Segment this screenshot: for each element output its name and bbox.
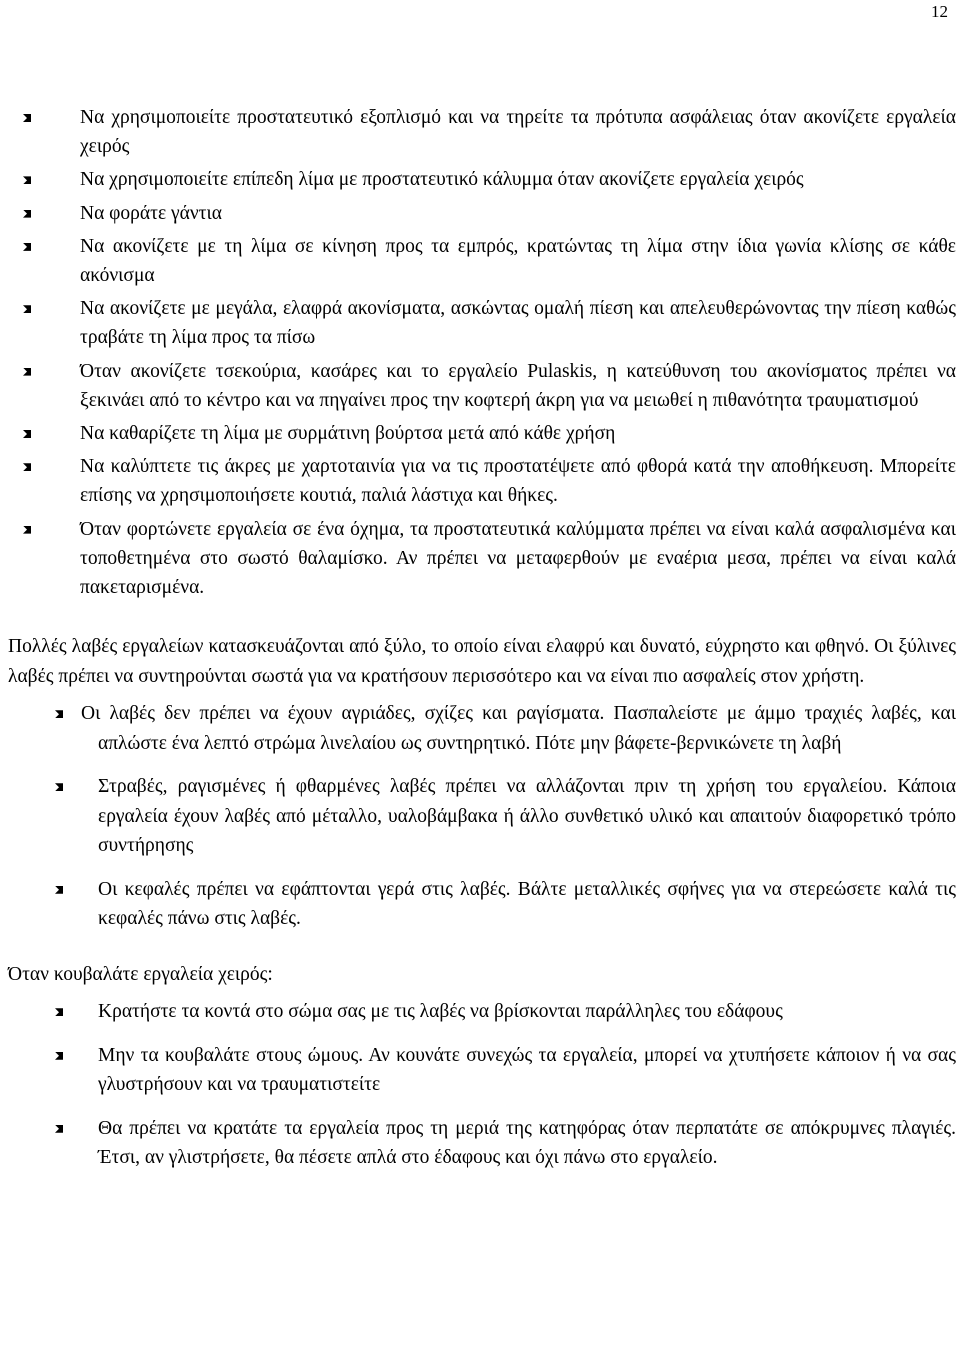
page-number: 12: [931, 2, 948, 21]
carrying-tools-list: [8, 997, 956, 1173]
list-item: Κρατήστε τα κοντά στο σώμα σας με τις λαβές να βρίσκονται παράλληλες του εδάφους: [98, 997, 956, 1027]
handles-intro-paragraph: Πολλές λαβές εργαλείων κατασκευάζονται από ξύλο, το οποίο είναι ελαφρύ και δυνατό, εύχρηστο και φθηνό. Οι ξύλινες λαβές πρέπει να συντηρούνται σωστά για να κρατήσουν περισσότερο και να είναι πιο ασφαλείς στον χρήστη.: [8, 636, 956, 687]
list-item: Να ακονίζετε με μεγάλα, ελαφρά ακονίσματα, ασκώντας ομαλή πίεση και απελευθερώνοντας την πίεση καθώς τραβάτε τη λίμα προς τα πίσω: [80, 294, 956, 352]
list-item: Να ακονίζετε με τη λίμα σε κίνηση προς τα εμπρός, κρατώντας τη λίμα στην ίδια γωνία κλίσης σε κάθε ακόνισμα: [80, 232, 956, 290]
bullet-icon: [23, 176, 31, 184]
bullet-icon: [23, 430, 31, 438]
list-item: Οι κεφαλές πρέπει να εφάπτονται γερά στις λαβές. Βάλτε μεταλλικές σφήνες για να στερεώσετε καλά τις κεφαλές πάνω στις λαβές.: [98, 875, 956, 934]
bullet-icon: [23, 114, 31, 122]
list-item: Όταν ακονίζετε τσεκούρια, κασάρες και το εργαλείο Pulaskis, η κατεύθυνση του ακονίσματος πρέπει να ξεκινάει από το κέντρο και να πηγαίνει προς την κοφτερή άκρη για να μειωθεί η πιθανότητα τραυματισμού: [80, 357, 956, 415]
bullet-icon: [23, 368, 31, 376]
bullet-icon: [55, 710, 63, 718]
list-item: Οι λαβές δεν πρέπει να έχουν αγριάδες, σχίζες και ραγίσματα. Πασπαλείστε με άμμο τραχιές λαβές, και απλώστε ένα λεπτό στρώμα λινελαίου ως συντηρητικό. Πότε μην βάφετε-βερνικώνετε τη λαβή: [98, 699, 956, 758]
bullet-icon: [23, 305, 31, 313]
bullet-icon: [23, 463, 31, 471]
bullet-icon: [23, 210, 31, 218]
bullet-icon: [55, 783, 63, 791]
document-body: [8, 103, 956, 1187]
bullet-icon: [55, 886, 63, 894]
bullet-icon: [55, 1008, 63, 1016]
sharpening-safety-list: [8, 103, 956, 602]
list-item: Να καθαρίζετε τη λίμα με συρμάτινη βούρτσα μετά από κάθε χρήση: [80, 419, 956, 448]
list-item: Να χρησιμοποιείτε επίπεδη λίμα με προστατευτικό κάλυμμα όταν ακονίζετε εργαλεία χειρός: [80, 165, 956, 194]
list-item: Στραβές, ραγισμένες ή φθαρμένες λαβές πρέπει να αλλάζονται πριν τη χρήση του εργαλείου. Κάποια εργαλεία έχουν λαβές από μέταλλο, υαλοβάμβακα ή άλλο συνθετικό υλικό και απαιτούν διαφορετικό τρόπο συντήρησης: [98, 772, 956, 861]
list-item: Θα πρέπει να κρατάτε τα εργαλεία προς τη μεριά της κατηφόρας όταν περπατάτε σε απόκρυμνες πλαγιές. Έτσι, αν γλιστρήσετε, θα πέσετε απλά στο έδαφους και όχι πάνω στο εργαλείο.: [98, 1114, 956, 1173]
carrying-intro-paragraph: Όταν κουβαλάτε εργαλεία χειρός:: [8, 963, 273, 985]
bullet-icon: [23, 243, 31, 251]
list-item: Όταν φορτώνετε εργαλεία σε ένα όχημα, τα προστατευτικά καλύμματα πρέπει να είναι καλά ασφαλισμένα και τοποθετημένα στο σωστό θαλαμίσκο. Αν πρέπει να μεταφερθούν με εναέρια μεσα, πρέπει να είναι καλά πακεταρισμένα.: [80, 515, 956, 603]
list-item: Να χρησιμοποιείτε προστατευτικό εξοπλισμό και να τηρείτε τα πρότυπα ασφάλειας όταν ακονίζετε εργαλεία χειρός: [80, 103, 956, 161]
bullet-icon: [55, 1052, 63, 1060]
bullet-icon: [23, 526, 31, 534]
list-item: Να φοράτε γάντια: [80, 199, 956, 228]
bullet-icon: [55, 1125, 63, 1133]
handles-care-list: [8, 699, 956, 934]
list-item: Μην τα κουβαλάτε στους ώμους. Αν κουνάτε συνεχώς τα εργαλεία, μπορεί να χτυπήσετε κάποιον ή να σας γλυστρήσουν και να τραυματιστείτε: [98, 1041, 956, 1100]
list-item: Να καλύπτετε τις άκρες με χαρτοταινία για να τις προστατέψετε από φθορά κατά την αποθήκευση. Μπορείτε επίσης να χρησιμοποιήσετε κουτιά, παλιά λάστιχα και θήκες.: [80, 452, 956, 510]
